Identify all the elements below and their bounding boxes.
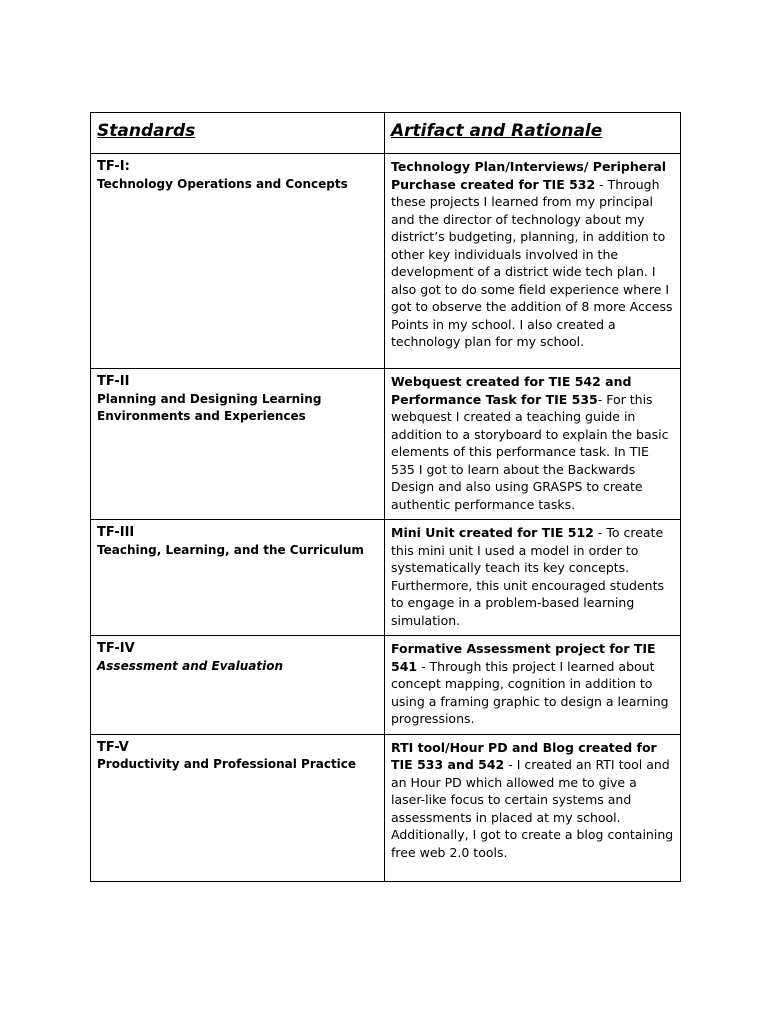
standard-name: Teaching, Learning, and the Curriculum: [97, 542, 364, 557]
table-row: [91, 520, 681, 636]
artifact-cell: [385, 520, 681, 636]
standard-name: Assessment and Evaluation: [97, 658, 284, 673]
standard-code: TF-II: [97, 374, 130, 389]
artifact-rationale: - Through this project I learned about concept mapping, cognition in addition to using a framing graphic to design a learning progressions.: [391, 658, 669, 726]
artifact-title: Technology Plan/Interviews/ Peripheral Purchase created for TIE 532: [391, 159, 667, 192]
artifact-cell: [385, 154, 681, 369]
standard-code: TF-IV: [97, 641, 135, 656]
artifact-rationale: - To create this mini unit I used a model in order to systematically teach its key concepts. Furthermore, this unit encouraged students to engage in a problem-based learning simulation.: [391, 525, 664, 628]
table-header-row: [91, 113, 681, 154]
artifact-rationale: - I created an RTI tool and an Hour PD which allowed me to give a laser-like focus to certain systems and assessments in placed at my school. Additionally, I got to create a blog containing free web 2.0 tools.: [391, 757, 674, 860]
table-row: [91, 636, 681, 735]
standards-table: [90, 112, 681, 882]
artifact-title: RTI tool/Hour PD and Blog created for TIE 533 and 542: [391, 739, 657, 772]
artifact-header: Artifact and Rationale: [385, 113, 681, 154]
artifact-cell: [385, 636, 681, 735]
standard-name: Planning and Designing Learning Environments and Experiences: [97, 391, 322, 423]
table-row: [91, 734, 681, 881]
artifact-title: Formative Assessment project for TIE 541: [391, 641, 656, 674]
standard-cell: [91, 520, 385, 636]
standard-code: TF-I:: [97, 159, 130, 174]
standards-header: Standards: [91, 113, 385, 154]
artifact-title: Webquest created for TIE 542 and Performance Task for TIE 535: [391, 374, 632, 407]
standard-cell: [91, 369, 385, 520]
artifact-rationale: - Through these projects I learned from my principal and the director of technology about my district’s budgeting, planning, in addition to other key individuals involved in the development of a district wide tech plan. I also got to do some field experience where I got to observe the addition of 8 more Access Points in my school. I also created a technology plan for my school.: [391, 176, 673, 349]
table-row: [91, 154, 681, 369]
standard-name: Technology Operations and Concepts: [97, 176, 348, 191]
standard-code: TF-III: [97, 525, 135, 540]
standard-cell: [91, 636, 385, 735]
standard-cell: [91, 734, 385, 881]
artifact-cell: [385, 734, 681, 881]
artifact-title: Mini Unit created for TIE 512: [391, 525, 594, 540]
artifact-rationale: - For this webquest I created a teaching guide in addition to a storyboard to explain the basic elements of this performance task. In TIE 535 I got to learn about the Backwards Design and also using GRASPS to create authentic performance tasks.: [391, 391, 669, 512]
standard-code: TF-V: [97, 739, 129, 755]
standard-cell: [91, 154, 385, 369]
standard-name: Productivity and Professional Practice: [97, 757, 357, 771]
table-row: [91, 369, 681, 520]
artifact-cell: [385, 369, 681, 520]
